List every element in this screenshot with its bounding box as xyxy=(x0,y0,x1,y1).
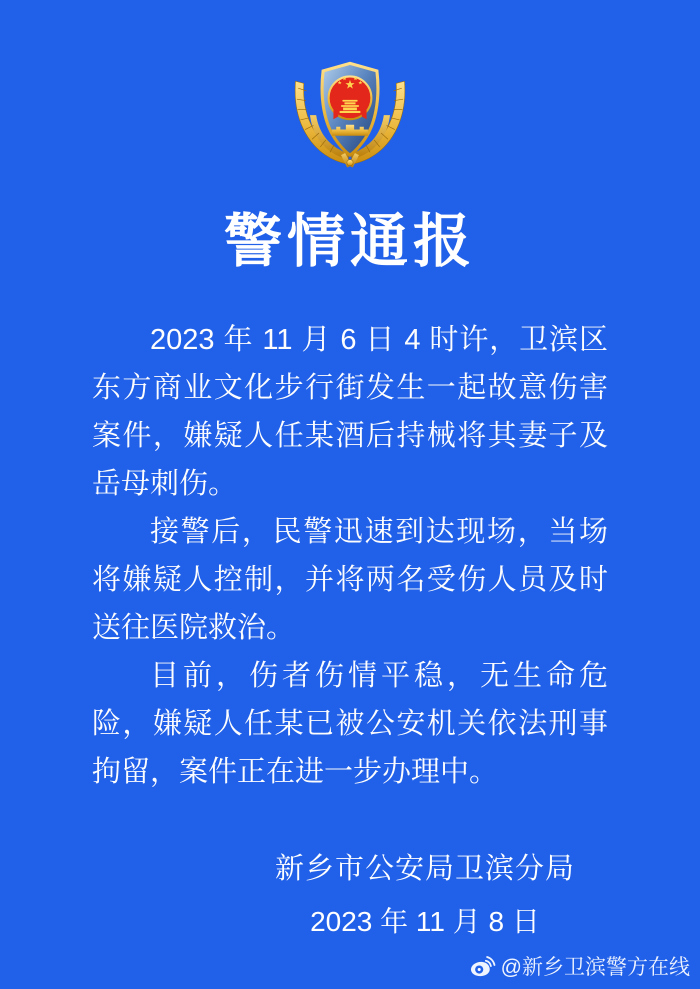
chinese-police-badge-icon xyxy=(274,44,426,182)
notice-body xyxy=(92,316,608,796)
notice-paragraph-2: 接警后，民警迅速到达现场，当场将嫌疑人控制，并将两名受伤人员及时送往医院救治。 xyxy=(92,515,608,644)
weibo-watermark xyxy=(468,951,690,981)
issuer-name: 新乡市公安局卫滨分局 xyxy=(274,852,575,885)
badge-container xyxy=(0,0,700,182)
watermark-handle: @新乡卫滨警方在线 xyxy=(500,956,690,979)
weibo-icon xyxy=(468,954,496,979)
notice-paragraph-1: 2023 年 11 月 6 日 4 时许，卫滨区东方商业文化步行街发生一起故意伤害案件，嫌疑人任某酒后持械将其妻子及岳母刺伤。 xyxy=(92,323,608,500)
notice-paragraph-3: 目前，伤者伤情平稳，无生命危险，嫌疑人任某已被公安机关依法刑事拘留，案件正在进一步办理中。 xyxy=(92,659,608,788)
signature-block xyxy=(150,852,700,938)
issue-date: 2023 年 11 月 8 日 xyxy=(310,905,540,937)
notice-title: 警情通报 xyxy=(223,209,476,274)
